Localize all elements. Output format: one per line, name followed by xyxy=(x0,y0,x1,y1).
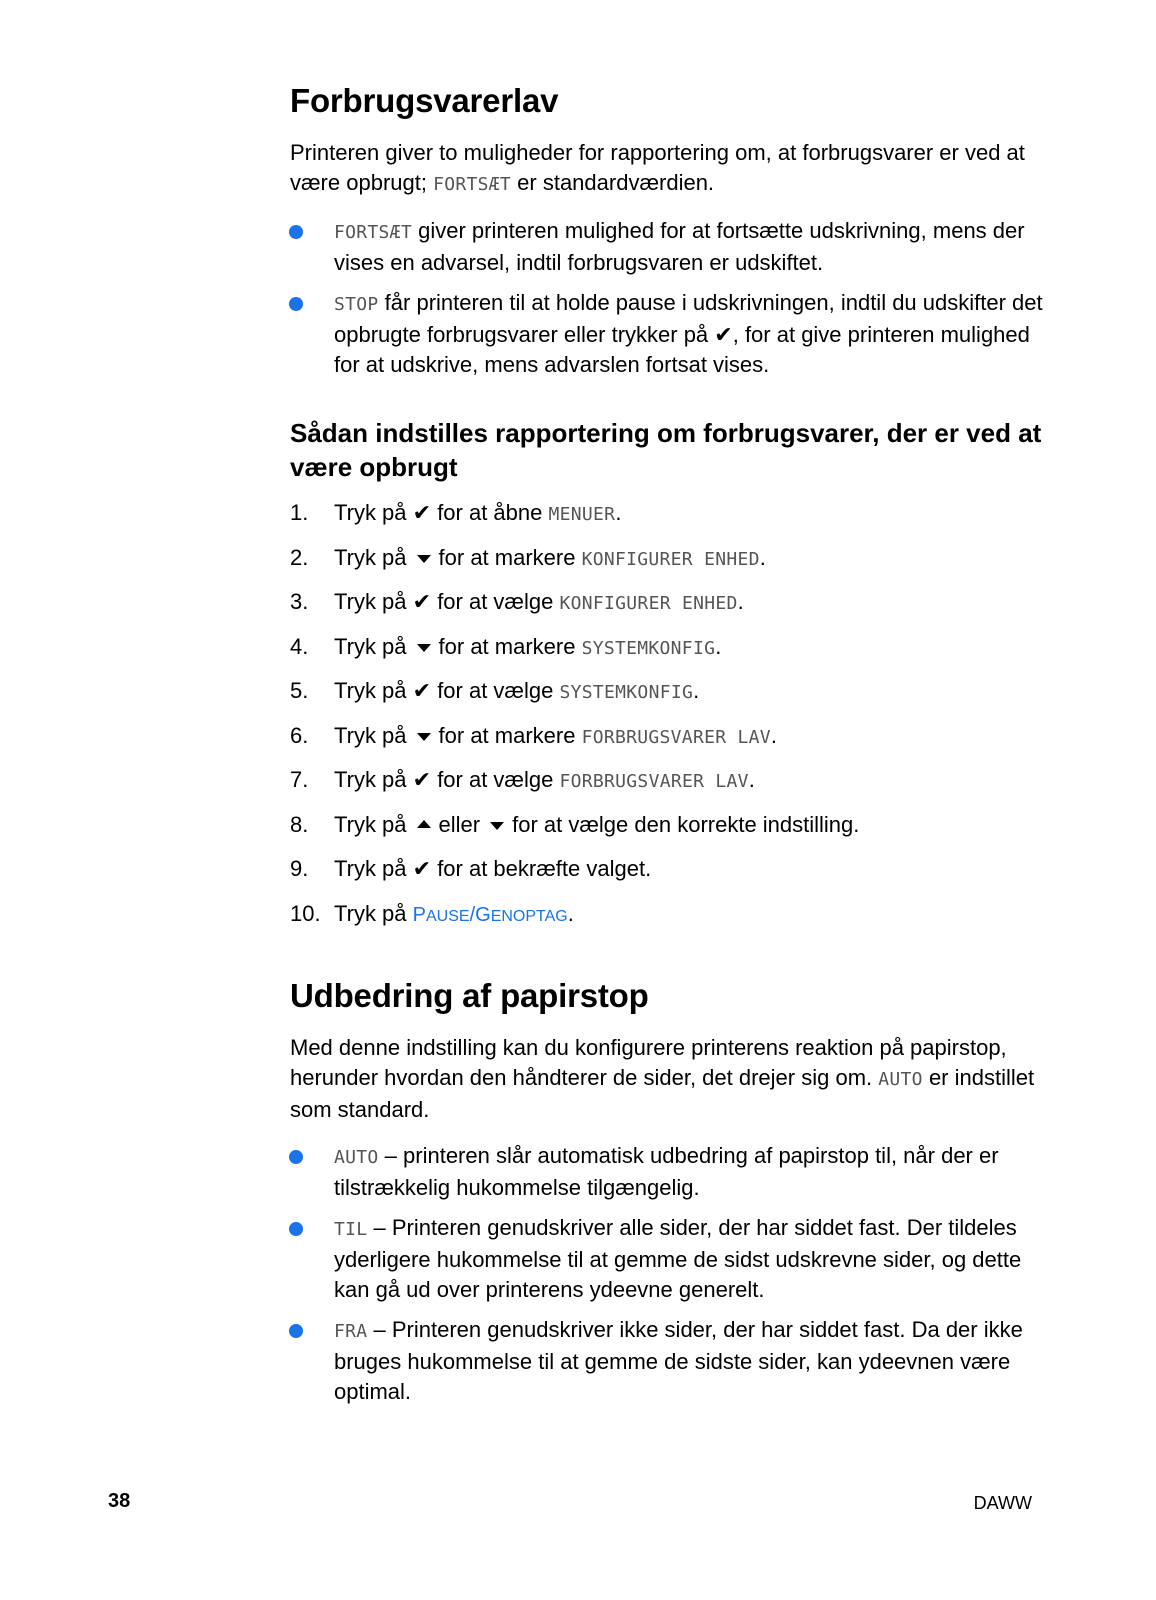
down-arrow-icon xyxy=(417,733,431,741)
list-item: STOP får printeren til at holde pause i udskrivningen, indtil du udskifter det opbrugte forbrugsvarer eller trykker på ✔, for at give printeren mulighed for at udskrive, mens advarslen fortsat vises. xyxy=(290,288,1050,380)
lcd-text: STOP xyxy=(334,294,379,315)
lcd-text: FRA xyxy=(334,1321,368,1342)
step-item: 10. Tryk på PAUSE/GENOPTAG. xyxy=(290,900,574,926)
lcd-text: AUTO xyxy=(878,1069,923,1090)
bullet-icon xyxy=(289,1222,303,1236)
step-list xyxy=(290,498,1050,943)
lcd-text: FORTSÆT xyxy=(334,222,412,243)
lcd-text: KONFIGURER ENHED xyxy=(559,593,738,614)
lcd-text: FORBRUGSVARER LAV xyxy=(559,771,749,792)
paragraph: Printeren giver to muligheder for rapportering om, at forbrugsvarer er ved at være opbrugt; FORTSÆT er standardværdien. xyxy=(290,140,1025,195)
lcd-text: SYSTEMKONFIG xyxy=(581,637,716,659)
bullet-icon xyxy=(289,225,303,239)
step-item: 7. Tryk på ✔ for at vælge FORBRUGSVARER LAV. xyxy=(290,767,755,792)
lcd-text: KONFIGURER ENHED xyxy=(581,548,760,570)
subsection-title: Sådan indstilles rapportering om forbrugsvarer, der er ved at være opbrugt xyxy=(290,418,1042,482)
section-title: Forbrugsvarerlav xyxy=(290,82,559,119)
lcd-text: FORTSÆT xyxy=(433,174,512,195)
paragraph: Med denne indstilling kan du konfigurere printerens reaktion på papirstop, herunder hvordan den håndterer de sider, det drejer sig om. AUTO er indstillet som standard. xyxy=(290,1035,1035,1122)
bullet-list xyxy=(290,1141,1050,1407)
lcd-text: MENUER xyxy=(548,504,616,525)
step-item: 3. Tryk på ✔ for at vælge KONFIGURER ENHED. xyxy=(290,589,744,614)
down-arrow-icon xyxy=(490,822,504,830)
step-item: 4. Tryk på for at markere SYSTEMKONFIG. xyxy=(290,633,722,659)
step-item: 6. Tryk på for at markere FORBRUGSVARER LAV. xyxy=(290,722,778,748)
list-item: FORTSÆT giver printeren mulighed for at fortsætte udskrivning, mens der vises en advarsel, indtil forbrugsvaren er udskiftet. xyxy=(290,216,1050,278)
step-item: 8. Tryk på eller for at vælge den korrekte indstilling. xyxy=(290,811,860,837)
step-item: 5. Tryk på ✔ for at vælge SYSTEMKONFIG. xyxy=(290,678,700,703)
lcd-text: AUTO xyxy=(334,1147,379,1168)
list-item: AUTO – printeren slår automatisk udbedring af papirstop til, når der er tilstrækkelig hukommelse tilgængelig. xyxy=(290,1141,1050,1203)
down-arrow-icon xyxy=(417,644,431,652)
section-title: Udbedring af papirstop xyxy=(290,977,649,1014)
lcd-text: FORBRUGSVARER LAV xyxy=(581,726,771,748)
lcd-text: SYSTEMKONFIG xyxy=(559,682,694,703)
step-item: 1. Tryk på ✔ for at åbne MENUER. xyxy=(290,500,622,525)
page-number: 38 xyxy=(108,1490,131,1512)
up-arrow-icon xyxy=(417,820,431,828)
step-item: 9. Tryk på ✔ for at bekræfte valget. xyxy=(290,856,652,881)
lcd-text: TIL xyxy=(334,1219,368,1240)
page-content xyxy=(290,78,1050,1417)
list-item: FRA – Printeren genudskriver ikke sider, der har siddet fast. Da der ikke bruges hukommelse til at gemme de sidste sider, kan ydeevnen være optimal. xyxy=(290,1315,1050,1407)
bullet-icon xyxy=(289,1324,303,1338)
bullet-icon xyxy=(289,297,303,311)
doc-code: DAWW xyxy=(973,1493,1032,1513)
down-arrow-icon xyxy=(417,555,431,563)
bullet-list xyxy=(290,216,1050,380)
bullet-icon xyxy=(289,1150,303,1164)
list-item: TIL – Printeren genudskriver alle sider, der har siddet fast. Der tildeles yderligere hukommelse til at gemme de sidst udskrevne sider, og dette kan gå ud over printerens ydeevne generelt. xyxy=(290,1213,1050,1305)
step-item: 2. Tryk på for at markere KONFIGURER ENHED. xyxy=(290,544,766,570)
pause-resume-button-label: PAUSE/GENOPTAG xyxy=(412,903,568,926)
